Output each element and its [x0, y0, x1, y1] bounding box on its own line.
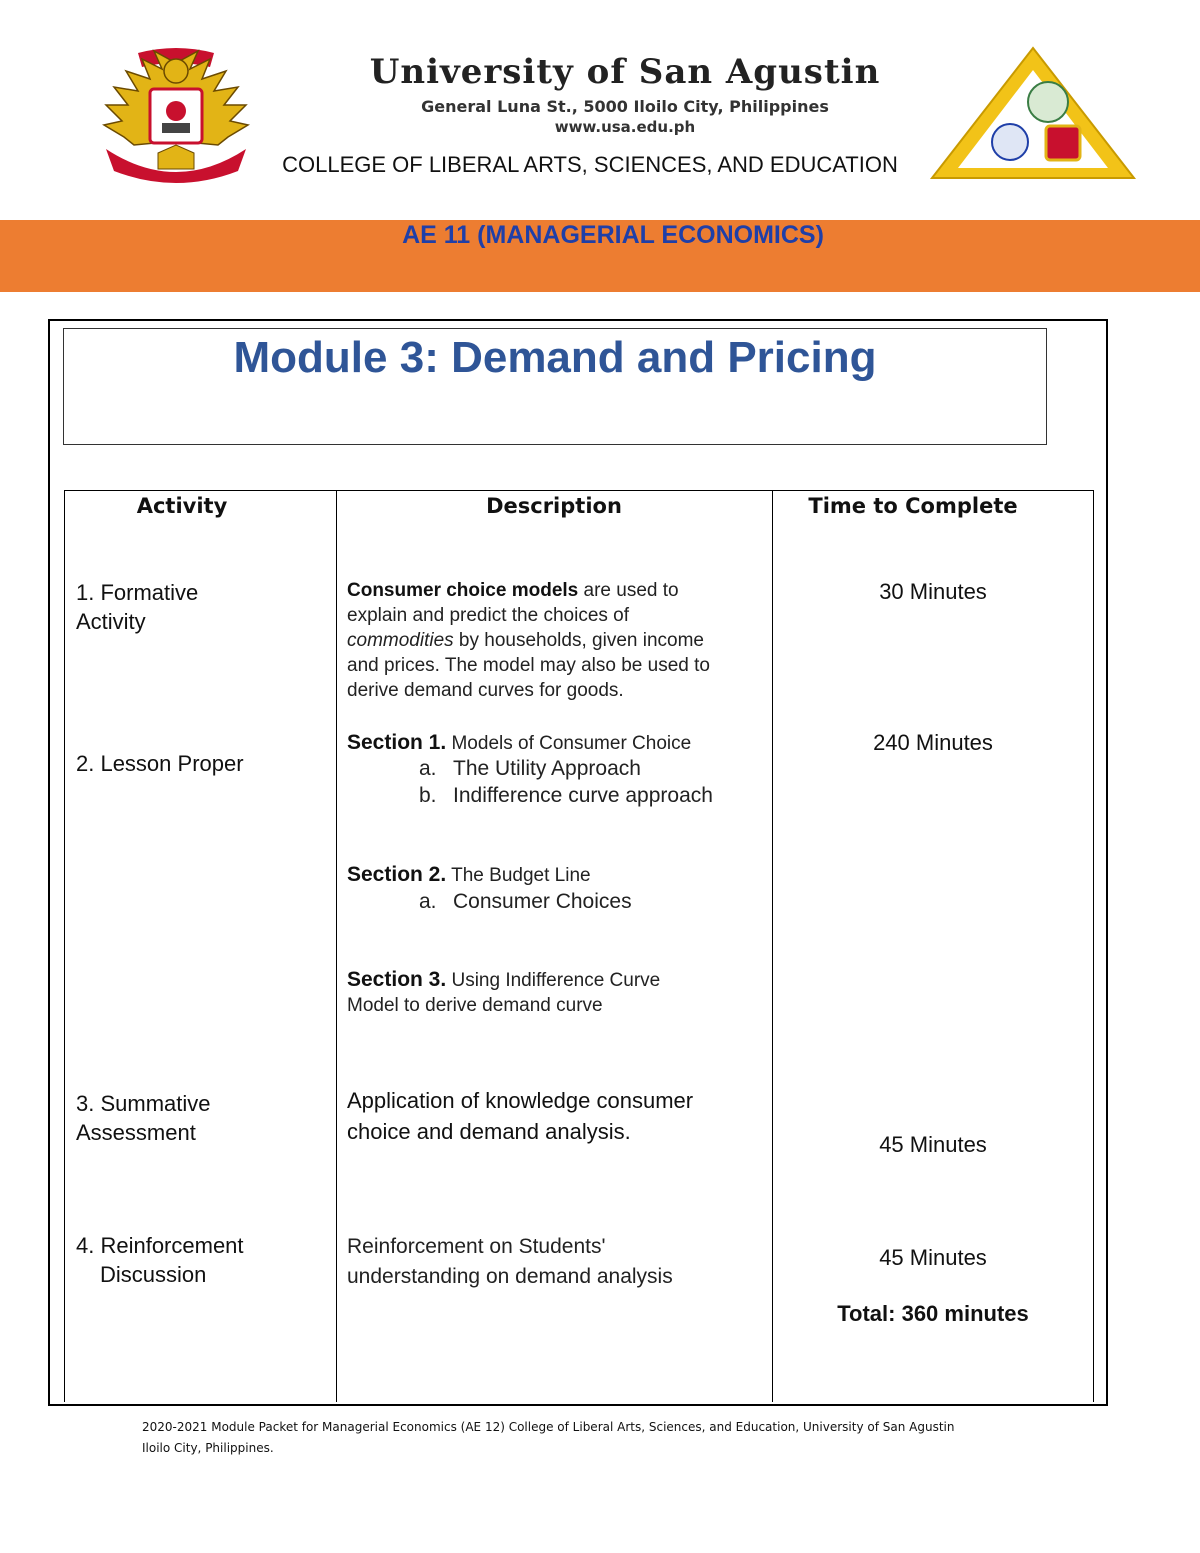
consumer-choice-term: Consumer choice models	[347, 580, 579, 601]
activity-formative	[76, 578, 198, 636]
section-3-title: Using Indifference Curve	[446, 970, 661, 991]
formative-description	[347, 578, 767, 703]
module-title: Module 3: Demand and Pricing	[233, 333, 877, 382]
desc-text: explain and predict the choices of	[347, 605, 630, 626]
header-activity: Activity	[136, 494, 228, 518]
activity-reinforcement	[76, 1231, 244, 1289]
table-border-left	[64, 490, 65, 1402]
desc-text: are used to	[578, 580, 679, 601]
college-triangle-seal-icon	[928, 44, 1138, 182]
university-address: General Luna St., 5000 Iloilo City, Philippines	[421, 97, 829, 116]
table-border-right	[1093, 490, 1094, 1402]
desc-text: and prices. The model may also be used to	[347, 655, 710, 676]
page-footer	[142, 1417, 1042, 1459]
summative-description	[347, 1085, 767, 1147]
time-lesson-proper: 240 Minutes	[873, 730, 993, 755]
section-3	[347, 967, 777, 1018]
commodities-term: commodities	[347, 630, 454, 651]
activity-line: 4. Reinforcement	[76, 1233, 244, 1258]
reinforcement-description	[347, 1232, 767, 1292]
section-2-item-a: a. Consumer Choices	[419, 890, 632, 913]
section-1-item-a: a. The Utility Approach	[419, 757, 641, 780]
section-2-label: Section 2.	[347, 863, 447, 886]
table-top-border	[64, 490, 1094, 491]
course-title: AE 11 (MANAGERIAL ECONOMICS)	[402, 221, 824, 249]
time-formative: 30 Minutes	[879, 579, 987, 604]
time-summative: 45 Minutes	[879, 1132, 987, 1157]
time-reinforcement: 45 Minutes	[879, 1245, 987, 1270]
activity-line: 3. Summative	[76, 1091, 211, 1116]
desc-text: choice and demand analysis.	[347, 1119, 631, 1144]
desc-text: Reinforcement on Students'	[347, 1235, 606, 1258]
section-2-title: The Budget Line	[446, 865, 591, 886]
university-name: University of San Agustin	[369, 52, 881, 92]
activity-line: Assessment	[76, 1120, 196, 1145]
section-1-title: Models of Consumer Choice	[446, 733, 692, 754]
activity-line: Discussion	[100, 1262, 207, 1287]
desc-text: derive demand curves for goods.	[347, 680, 624, 701]
table-divider-1	[336, 490, 337, 1402]
desc-text: by households, given income	[453, 630, 704, 651]
section-1-item-b: b. Indifference curve approach	[419, 784, 713, 807]
section-3-title-cont: Model to derive demand curve	[347, 995, 603, 1016]
section-2	[347, 862, 777, 888]
activity-line: 1. Formative	[76, 580, 199, 605]
university-seal-icon	[98, 45, 253, 185]
activity-summative	[76, 1089, 211, 1147]
footer-line-2: Iloilo City, Philippines.	[142, 1441, 274, 1455]
activity-lesson-proper: 2. Lesson Proper	[76, 751, 244, 776]
university-website: www.usa.edu.ph	[554, 118, 696, 136]
section-1	[347, 730, 777, 756]
college-name: COLLEGE OF LIBERAL ARTS, SCIENCES, AND EDUCATION	[282, 152, 898, 177]
header-time: Time to Complete	[808, 494, 1018, 518]
section-3-label: Section 3.	[347, 968, 447, 991]
desc-text: understanding on demand analysis	[347, 1265, 673, 1288]
total-time: Total: 360 minutes	[837, 1301, 1029, 1326]
section-1-label: Section 1.	[347, 731, 447, 754]
desc-text: Application of knowledge consumer	[347, 1088, 694, 1113]
header-description: Description	[486, 494, 622, 518]
footer-line-1: 2020-2021 Module Packet for Managerial Economics (AE 12) College of Liberal Arts, Sciences, and Education, University of San Agustin	[142, 1420, 955, 1434]
activity-line: Activity	[76, 609, 146, 634]
